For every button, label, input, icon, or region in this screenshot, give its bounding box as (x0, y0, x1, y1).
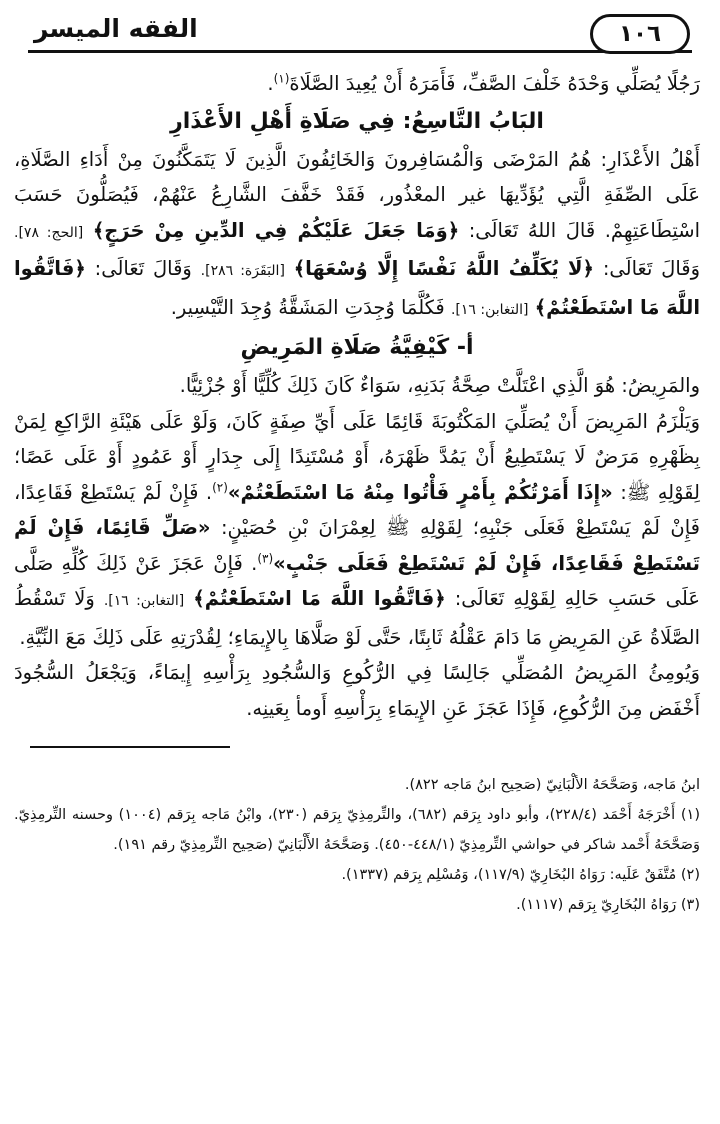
footnote-1: (١) أَخْرَجَهُ أَحْمَد (٢٢٨/٤)، وأبو داود بِرَقم (٦٨٢)، والتِّرمِذِيّ بِرَقم (٢٣٠)، وابْنُ مَاجه بِرَقم (١٠٠٤) وحسنه التِّرمِذِيّ. وَصَحَّحَهُ أَحْمد شاكر في حواشي التِّرمِذِيّ (٤٤٨/١-٤٥٠). وَصَحَّحَهُ الأَلْبَانِيّ (صَحِيح التِّرمِذِيّ رقم ١٩١). (14, 807, 700, 853)
paragraph-1-text-c: وَقَالَ تَعَالَى: (94, 257, 192, 280)
paragraph-3 (14, 404, 700, 656)
quran-verse-2: ﴿لَا يُكَلِّفُ اللَّهُ نَفْسًا إِلَّا وُسْعَهَا﴾ (293, 257, 594, 280)
paragraph-3-text-c: . فَإِنْ عَجَزَ عَنْ ذَلِكَ كُلِّهِ صَلَّى عَلَى حَسَبِ حَالِهِ لِقَوْلِهِ تَعَالَى: (14, 551, 700, 610)
quran-verse-4: ﴿فَاتَّقُوا اللَّهَ مَا اسْتَطَعْتُمْ﴾ (193, 587, 446, 610)
hadith-1: «إِذَا أَمَرْتُكُمْ بِأَمْرٍ فَأْتُوا مِنْهُ مَا اسْتَطَعْتُمْ» (227, 480, 613, 504)
header-rule (28, 50, 692, 53)
paragraph-1-text-b: وَقَالَ تَعَالَى: (602, 257, 701, 280)
footnote-marker-1: (١) (273, 71, 290, 86)
quran-verse-3: ﴿فَاتَّقُوا اللَّهَ مَا اسْتَطَعْتُمْ﴾ (14, 257, 700, 319)
main-text (14, 66, 700, 726)
footnote-marker-2: (٢) (212, 480, 228, 494)
paragraph-1-text-a: أَهْلُ الأَعْذَارِ: هُمُ المَرْضَى وَالْمُسَافِرونَ وَالخَائِفُونَ الَّذِينَ لَا يَتَمَكَّنُونَ مِنْ أَدَاءِ الصَّلَاةِ، عَلَى الصِّفَةِ الَّتِي يُؤَدِّيهَا غير المعْذُور، فَقَدْ خَفَّفَ الشَّارِعُ عَنْهُمْ، فَيُصَلُّونَ حَسَبَ اسْتِطَاعَتِهِمْ. قَالَ اللهُ تَعَالَى: (14, 147, 700, 242)
paragraph-3-text-a: وَيَلْزَمُ المَرِيضَ أَنْ يُصَلِّيَ المَكْتُوبَةَ قَائِمًا عَلَى أَيِّ صِفَةٍ كَانَ، وَلَوْ عَلَى هَيْئَةِ الرَّاكِعِ لِمَنْ بِظَهْرِهِ مَرَضٌ لَا يَسْتَطِيعُ أَنْ يَمُدَّ ظَهْرَهُ، أَوْ مُسْتَنِدًا إِلَى جِدَارٍ أَوْ عَمُودٍ أَوْ عَلَى عَصًا؛ لِقَوْلِهِ ﷺ: (14, 409, 700, 504)
quran-ref-3: [التغابن: ١٦]. (450, 301, 529, 318)
paragraph-0-text: رَجُلًا يُصَلِّي وَحْدَهُ خَلْفَ الصَّفِّ، فَأَمَرَهُ أَنْ يُعِيدَ الصَّلَاةَ (289, 72, 700, 95)
footnotes (14, 770, 700, 920)
chapter-heading: البَابُ التَّاسِعُ: فِي صَلَاةِ أَهْلِ الأَعْذَارِ (170, 108, 544, 134)
footnote-0: ابنُ مَاجه، وَصَحَّحَهُ الألْبَانِيّ (صَحِيح ابنُ مَاجه ٨٢٢). (404, 777, 700, 793)
hadith-2: «صَلِّ قَائِمًا، فَإِنْ لَمْ تَسْتَطِعْ فَقَاعِدًا، فَإِنْ لَمْ تَسْتَطِعْ فَعَلَى جَنْبٍ» (14, 516, 701, 575)
footnote-3: (٣) رَوَاهُ البُخَارِيّ بِرَقم (١١١٧). (516, 897, 700, 913)
footnote-separator-area (14, 746, 700, 768)
quran-verse-1: ﴿وَمَا جَعَلَ عَلَيْكُمْ فِي الدِّينِ مِنْ حَرَجٍ﴾ (92, 218, 460, 242)
paragraph-3-text-b: . فَإِنْ لَمْ يَسْتَطِعْ فَقَاعِدًا، فَإِنْ لَمْ يَسْتَطِعْ فَعَلَى جَنْبِهِ؛ لِقَوْلِهِ ﷺ لِعِمْرَانَ بْنِ حُصَيْنٍ: (14, 480, 700, 539)
footnote-2: (٢) مُتَّفَقٌ عَلَيه: رَوَاهُ البُخَارِيّ (١١٧/٩)، وَمُسْلِم بِرَقم (١٣٣٧). (341, 867, 700, 883)
quran-ref-4: [التغابن: ١٦]. (103, 593, 185, 609)
footnote-marker-3: (٣) (257, 551, 274, 565)
paragraph-0: رَجُلًا يُصَلِّي وَحْدَهُ خَلْفَ الصَّفِّ، فَأَمَرَهُ أَنْ يُعِيدَ الصَّلَاةَ$^{(١)}$. (267, 71, 700, 95)
page-number: ١٠٦ (590, 14, 690, 54)
paragraph-1-text-d: فَكُلَّمَا وُجِدَتِ المَشَقَّةُ وُجِدَ التَّيْسِير. (170, 295, 445, 319)
paragraph-1 (14, 142, 700, 329)
quran-ref-1: [الحج: ٧٨]. (14, 224, 84, 241)
paragraph-3-text-d: وَلَا تَسْقُطُ الصَّلَاةُ عَنِ المَرِيضِ مَا دَامَ عَقْلُهُ ثَابِتًا، حَتَّى لَوْ صَلَّاهَا بِالإِيمَاءِ؛ لِقُدْرَتِهِ عَلَى ذَلِكَ مَعَ النِّيَّةِ. (14, 587, 700, 649)
section-heading: أ- كَيْفِيَّةُ صَلَاةِ المَرِيضِ (240, 335, 474, 360)
book-title: الفقه الميسر (28, 14, 198, 43)
footnote-separator (30, 746, 230, 748)
paragraph-2: والمَرِيضُ: هُوَ الَّذِي اعْتَلَّتْ صِحَّةُ بَدَنِهِ، سَوَاءٌ كَانَ ذَلِكَ كُلِّيًّا أَوْ جُزْئِيًّا. (179, 374, 700, 397)
quran-ref-2: [البَقَرَة: ٢٨٦]. (200, 263, 285, 279)
paragraph-4: وَيُومِئُ المَرِيضُ المُصَلِّي جَالِسًا فِي الرُّكُوعِ وَالسُّجُودِ بِرَأْسِهِ إِيمَاءً، وَيَجْعَلُ السُّجُودَ أَخْفَض مِنَ الرُّكُوعِ، فَإِذَا عَجَزَ عَنِ الإِيمَاءِ بِرَأْسِهِ أَومأ بِعَينِه. (14, 661, 700, 720)
page-header (14, 0, 700, 58)
